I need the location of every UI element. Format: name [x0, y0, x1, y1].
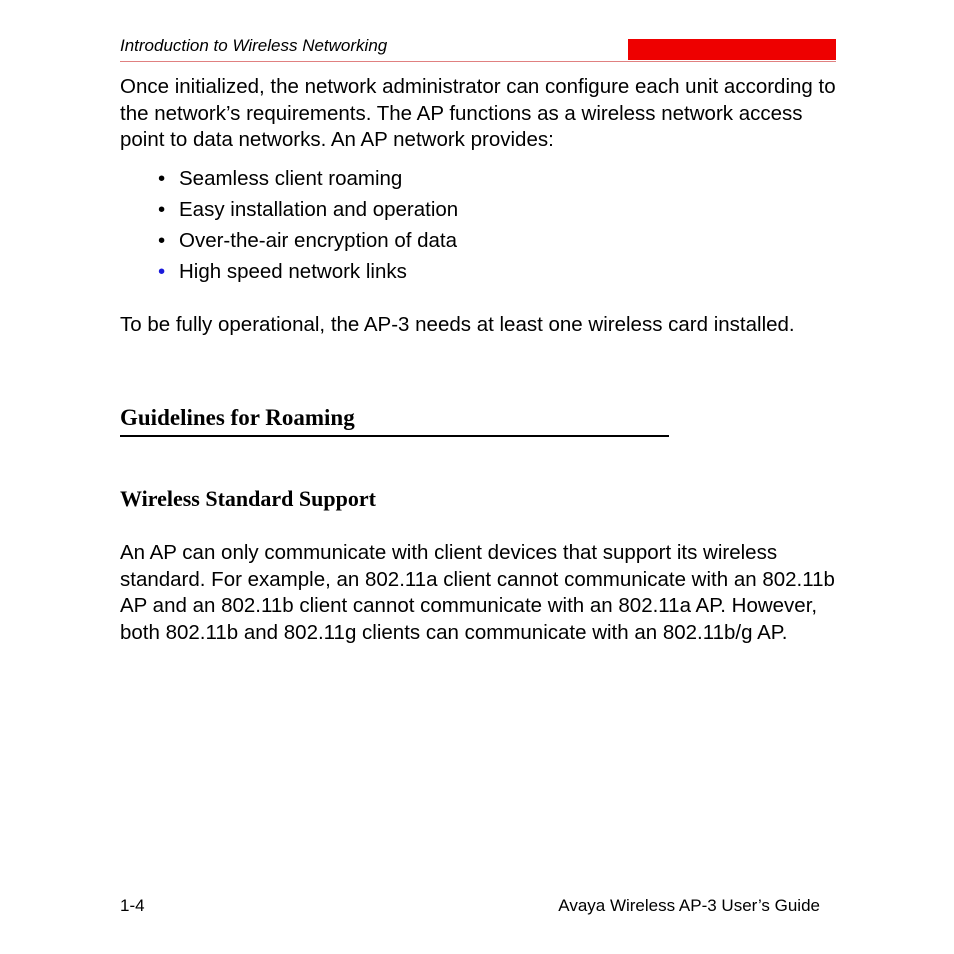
list-item	[158, 227, 458, 258]
bullet-icon: •	[158, 260, 166, 283]
bullet-icon: •	[158, 229, 166, 252]
list-item-text: Easy installation and operation	[179, 198, 459, 221]
header-accent-bar	[628, 39, 836, 60]
bullet-icon: •	[158, 167, 166, 190]
list-item-text: Over-the-air encryption of data	[179, 229, 458, 252]
list-item	[158, 258, 458, 289]
operational-paragraph: To be fully operational, the AP-3 needs at least one wireless card installed.	[120, 313, 795, 336]
footer-guide-title: Avaya Wireless AP-3 User’s Guide	[558, 896, 820, 915]
feature-list	[158, 165, 458, 289]
list-item-text: High speed network links	[179, 260, 407, 283]
list-item	[158, 196, 458, 227]
section-heading: Guidelines for Roaming	[120, 404, 669, 437]
running-header-title: Introduction to Wireless Networking	[120, 36, 388, 55]
page-number: 1-4	[120, 896, 145, 915]
standard-paragraph: An AP can only communicate with client devices that support its wireless standard. For example, an 802.11a client cannot communicate with an 802.11b AP and an 802.11b client cannot communicate with an 802.11a AP. However, both 802.11b and 802.11g clients can communicate with an 802.11b/g AP.	[120, 541, 835, 644]
subsection-heading: Wireless Standard Support	[120, 486, 376, 511]
header-rule	[120, 61, 836, 62]
list-item-text: Seamless client roaming	[179, 167, 403, 190]
list-item	[158, 165, 458, 196]
bullet-icon: •	[158, 198, 166, 221]
intro-paragraph: Once initialized, the network administrator can configure each unit according to the network’s requirements. The AP functions as a wireless network access point to data networks. An AP network provides:	[120, 75, 836, 151]
